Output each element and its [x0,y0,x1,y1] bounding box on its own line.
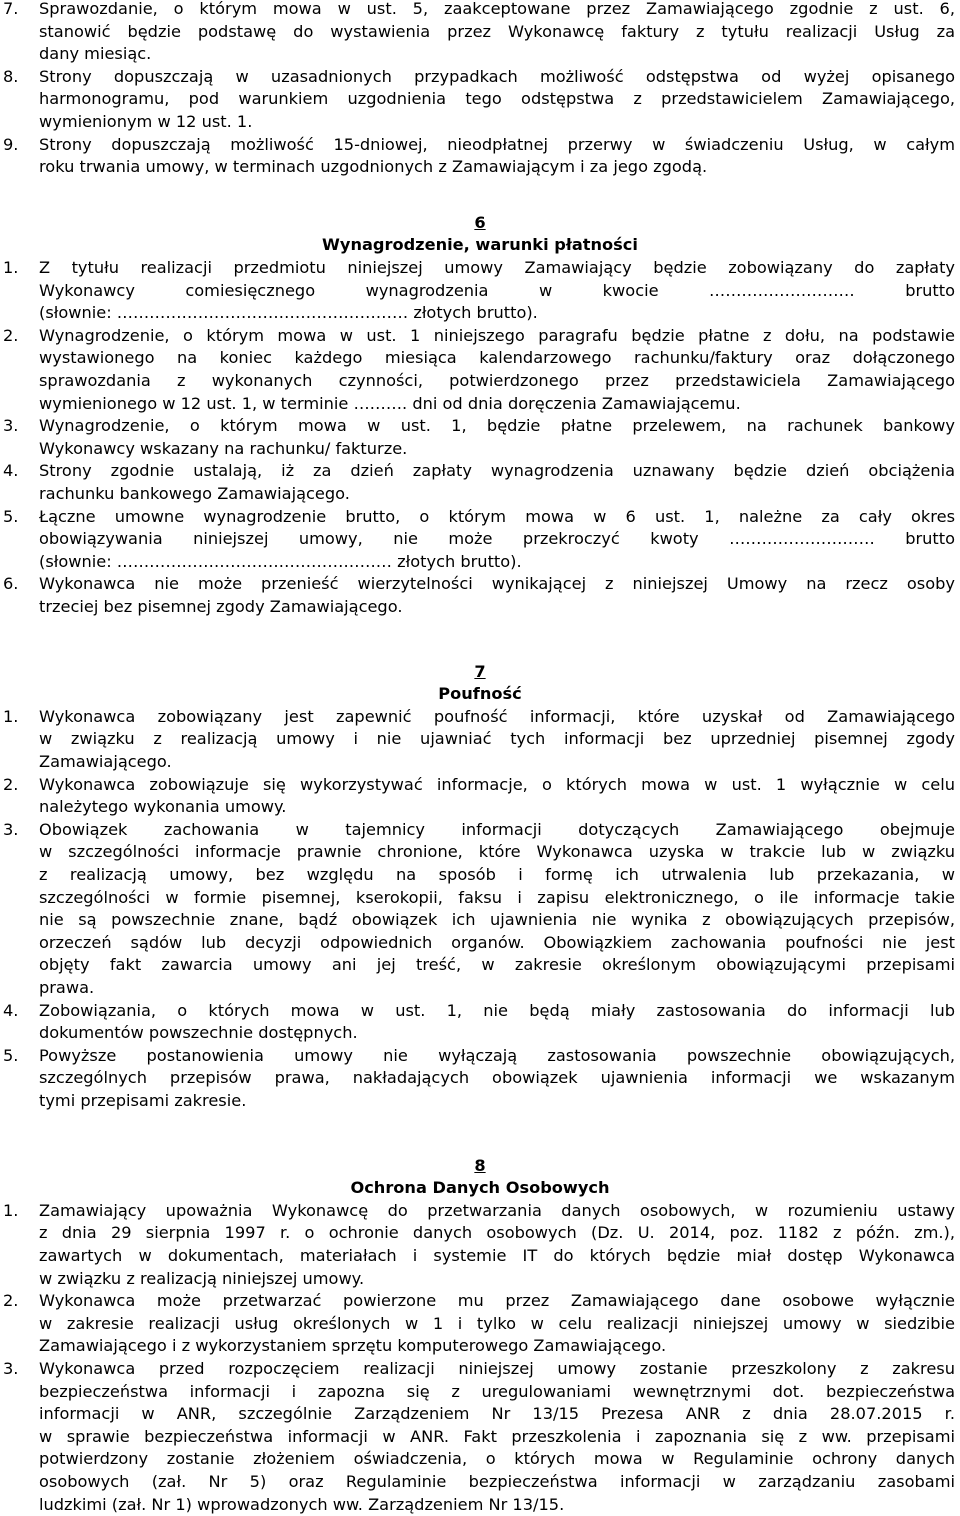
line-text: Z tytułu realizacji przedmiotu niniejszej umowy Zamawiający będzie zobowiązany do zapłaty [39,258,955,277]
line-text: objęty fakt zawarcia umowy ani jej treść, w zakresie określonym obowiązującymi przepisami [39,955,955,975]
text-line [3,347,955,370]
line-text: w związku z realizacją umowy i nie ujawniać tych informacji bez uprzedniej pisemnej zgody [39,729,955,749]
text-line [3,483,955,506]
item-number: 3. [3,416,19,436]
item-number: 4. [3,1000,19,1020]
line-text: Strony zgodnie ustalają, iż za dzień zapłaty wynagrodzenia uznawany będzie dzień obciążenia [39,461,955,481]
item-number: 2. [3,325,19,345]
section-title: Ochrona Danych Osobowych [350,1178,610,1198]
line-text: Wykonawcy comiesięcznego wynagrodzenia w kwocie ……………………… brutto [39,280,955,300]
line-text: orzeczeń sądów lub decyzji odpowiednich organów. Obowiązkiem zachowania poufności nie jest [39,932,955,952]
line-text: zawartych w dokumentach, materiałach i systemie IT do których będzie miał dostęp Wykonawca [39,1246,955,1265]
line-text: w zakresie realizacji usług określonych w 1 i tylko w celu realizacji niniejszej umowy w siedzibie [39,1313,955,1333]
text-line [3,864,955,887]
line-text: harmonogramu, pod warunkiem uzgodnienia tego odstępstwa z przedstawicielem Zamawiającego, [39,89,955,109]
text-line [3,460,955,483]
item-number: 4. [3,461,19,481]
section-number [0,1155,960,1178]
text-line [3,43,955,66]
text-line [3,1381,955,1404]
text-line [3,1335,955,1358]
text-line [3,280,955,303]
item-number: 3. [3,1359,19,1378]
text-line [3,573,955,596]
text-line [3,596,955,619]
line-text: Zamawiającego. [39,752,172,771]
text-line [3,1471,955,1494]
text-line [3,1000,955,1023]
line-text: Obowiązek zachowania w tajemnicy informacji dotyczących Zamawiającego obejmuje [39,819,955,839]
text-line [3,66,955,89]
text-line [3,257,955,280]
line-text: informacji w ANR, szczególnie Zarządzeniem Nr 13/15 Prezesa ANR z dnia 28.07.2015 r. [39,1404,955,1424]
line-text: Wykonawca może przetwarzać powierzone mu przez Zamawiającego dane osobowe wyłącznie [39,1291,955,1311]
item-number: 5. [3,506,19,526]
text-line [3,551,955,574]
text-line [3,977,955,1000]
text-line [3,1268,955,1291]
section-title: Wynagrodzenie, warunki płatności [322,235,638,255]
item-number: 1. [3,1200,19,1220]
line-text: Łączne umowne wynagrodzenie brutto, o którym mowa w 6 ust. 1, należne za cały okres [39,506,955,526]
line-text: Powyższe postanowienia umowy nie wyłączają zastosowania powszechnie obowiązujących, [39,1045,955,1065]
line-text: wystawionego na koniec każdego miesiąca kalendarzowego rachunku/faktury oraz dołączonego [39,348,955,368]
line-text: Wynagrodzenie, o którym mowa w ust. 1 niniejszego paragrafu będzie płatne z dołu, na podstawie [39,325,955,345]
item-number: 5. [3,1045,19,1065]
item-number: 1. [3,706,19,726]
line-text: Wykonawcy wskazany na rachunku/ fakturze. [39,438,408,458]
line-text: (słownie: ……………………………………………… złotych brutto). [39,303,538,323]
line-text: bezpieczeństwa informacji i zapozna się z uregulowaniami wewnętrznymi dot. bezpieczeństwa [39,1381,955,1401]
text-line [3,438,955,461]
text-line [3,1313,955,1336]
text-line [3,909,955,932]
text-line [3,1090,955,1113]
line-text: osobowych (zał. Nr 5) oraz Regulaminie bezpieczeństwa informacji w zarządzaniu zasobami [39,1472,955,1491]
line-text: dokumentów powszechnie dostępnych. [39,1023,358,1043]
text-line [3,88,955,111]
line-text: obowiązywania niniejszej umowy, nie może przekroczyć kwoty ……………………… brutto [39,529,955,549]
section-number-text: 7 [474,661,486,681]
item-number: 3. [3,819,19,839]
text-line [3,1067,955,1090]
text-line [3,528,955,551]
text-line [3,1358,955,1381]
line-text: prawa. [39,978,95,997]
line-text: wymienionego w 12 ust. 1, w terminie ………. dni od dnia doręczenia Zamawiającemu. [39,393,741,413]
line-text: Zamawiającego i z wykorzystaniem sprzętu komputerowego Zamawiającego. [39,1336,667,1356]
line-text: nie są powszechnie znane, bądź obowiązek ich ujawnienia nie wynika z obowiązujących przepisów, [39,910,955,930]
line-text: Wykonawca przed rozpoczęciem realizacji niniejszej umowy zostanie przeszkolony z zakresu [39,1359,955,1378]
text-line [3,728,955,751]
text-line [3,774,955,797]
text-line [3,156,955,179]
line-text: Wynagrodzenie, o którym mowa w ust. 1, będzie płatne przelewem, na rachunek bankowy [39,416,955,436]
text-line [3,887,955,910]
line-text: wymienionym w 12 ust. 1. [39,112,253,131]
line-text: trzeciej bez pisemnej zgody Zamawiającego. [39,597,403,616]
line-text: szczególności w formie pisemnej, kserokopii, faksu i zapisu elektronicznego, o ile informacje takie [39,887,955,907]
section-number [0,661,960,684]
text-line [3,841,955,864]
text-line [3,325,955,348]
text-line [3,751,955,774]
line-text: w sprawie bezpieczeństwa informacji w ANR. Fakt przeszkolenia i zapoznania się z ww. przepisami [39,1426,955,1446]
text-line [3,1222,955,1245]
text-line [3,506,955,529]
item-number: 7. [3,0,19,18]
line-text: Wykonawca zobowiązany jest zapewnić poufność informacji, które uzyskał od Zamawiającego [39,706,955,726]
text-line [3,1045,955,1068]
text-line [3,1245,955,1268]
text-line [3,370,955,393]
line-text: z dnia 29 sierpnia 1997 r. o ochronie danych osobowych (Dz. U. 2014, poz. 1182 z późn. zm.), [39,1223,955,1243]
line-text: sprawozdania z wykonanych czynności, potwierdzonego przez przedstawiciela Zamawiającego [39,371,955,390]
item-number: 2. [3,774,19,794]
line-text: roku trwania umowy, w terminach uzgodnionych z Zamawiającym i za jego zgodą. [39,157,708,177]
text-line [3,111,955,134]
text-line [3,302,955,325]
text-line [3,819,955,842]
line-text: (słownie: …………………………………………… złotych brutto). [39,551,522,571]
line-text: tymi przepisami zakresie. [39,1091,247,1110]
text-line [3,932,955,955]
text-line [3,21,955,44]
text-line [3,415,955,438]
line-text: rachunku bankowego Zamawiającego. [39,484,350,503]
text-line [3,1448,955,1471]
text-line [3,1403,955,1426]
line-text: Zamawiający upoważnia Wykonawcę do przetwarzania danych osobowych, w rozumieniu ustawy [39,1200,955,1220]
line-text: w związku z realizacją niniejszej umowy. [39,1268,365,1288]
item-number: 6. [3,574,19,594]
line-text: Wykonawca nie może przenieść wierzytelności wynikającej z niniejszej Umowy na rzecz osoby [39,574,955,594]
section-number [0,212,960,235]
line-text: należytego wykonania umowy. [39,797,287,817]
line-text: szczególnych przepisów prawa, nakładających obowiązek ujawnienia informacji we wskazanym [39,1068,955,1088]
item-number: 8. [3,66,19,86]
section-number-text: 6 [474,212,486,232]
line-text: ludzkimi (zał. Nr 1) wprowadzonych ww. Zarządzeniem Nr 13/15. [39,1494,565,1514]
line-text: stanowić będzie podstawę do wystawienia przez Wykonawcę faktury z tytułu realizacji Usług za [39,21,955,41]
text-line [3,134,955,157]
line-text: z realizacją umowy, bez względu na sposób i formę ich utrwalenia lub przekazania, w [39,865,955,884]
item-number: 9. [3,134,19,154]
line-text: w szczególności informacje prawnie chronione, które Wykonawca uzyska w trakcie lub w związku [39,842,955,862]
item-number: 1. [3,258,19,277]
text-line [3,1426,955,1449]
text-line [3,1494,955,1516]
text-line [3,954,955,977]
section-title: Poufność [438,684,522,704]
line-text: Wykonawca zobowiązuje się wykorzystywać informacje, o których mowa w ust. 1 wyłącznie w celu [39,774,955,794]
line-text: Sprawozdanie, o którym mowa w ust. 5, zaakceptowane przez Zamawiającego zgodnie z ust. 6, [39,0,955,18]
line-text: dany miesiąc. [39,44,152,64]
line-text: Zobowiązania, o których mowa w ust. 1, nie będą miały zastosowania do informacji lub [39,1000,955,1020]
line-text: Strony dopuszczają możliwość 15-dniowej, nieodpłatnej przerwy w świadczeniu Usług, w całym [39,134,955,154]
item-number: 2. [3,1291,19,1311]
line-text: Strony dopuszczają w uzasadnionych przypadkach możliwość odstępstwa od wyżej opisanego [39,66,955,86]
text-line [3,1022,955,1045]
text-line [3,1290,955,1313]
text-line [3,706,955,729]
text-line [3,1200,955,1223]
text-line [3,393,955,416]
line-text: potwierdzony zostanie złożeniem oświadczenia, o których mowa w Regulaminie ochrony danych [39,1449,955,1469]
section-number-text: 8 [474,1155,486,1175]
text-line [3,796,955,819]
text-line [3,0,955,21]
